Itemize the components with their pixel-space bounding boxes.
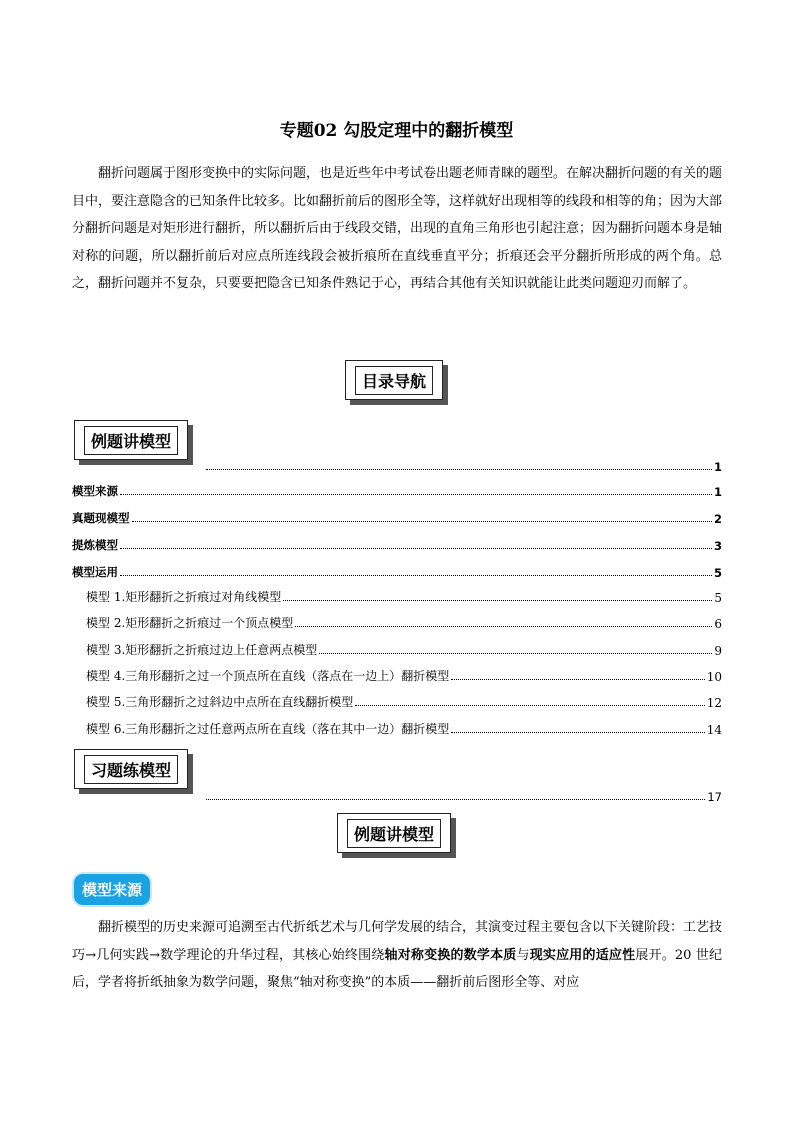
toc-label: 模型 5.三角形翻折之过斜边中点所在直线翻折模型 — [86, 695, 354, 709]
section-box-exercises — [74, 749, 188, 789]
toc-subentry[interactable]: 模型 5.三角形翻折之过斜边中点所在直线翻折模型 12 — [86, 695, 722, 710]
emphasis-text: 轴对称变换的数学本质 — [384, 947, 517, 963]
toc-entry[interactable]: 提炼模型 3 — [72, 538, 722, 553]
section-box-examples-label: 例题讲模型 — [84, 426, 178, 455]
toc-subentry[interactable]: 模型 2.矩形翻折之折痕过一个顶点模型 6 — [86, 616, 722, 631]
toc-entry[interactable]: 模型运用 5 — [72, 565, 722, 580]
nav-title-box — [345, 360, 443, 400]
toc-subentry[interactable]: 模型 3.矩形翻折之折痕过边上任意两点模型 9 — [86, 643, 722, 658]
emphasis-text: 现实应用的适应性 — [529, 947, 636, 963]
section-heading: 例题讲模型 — [347, 819, 441, 848]
toc-subentry[interactable]: 模型 4.三角形翻折之过一个顶点所在直线（落点在一边上）翻折模型 10 — [86, 669, 722, 684]
intro-paragraph: 翻折问题属于图形变换中的实际问题，也是近些年中考试卷出题老师青睐的题型。在解决翻折问题的有关的题目中，要注意隐含的已知条件比较多。比如翻折前后的图形全等，这样就好出现相等的线段和相等的角；因为大部分翻折问题是对矩形进行翻折，所以翻折后由于线段交错，出现的直角三角形也引起注意；因为翻折问题本身是轴对称的问题，所以翻折前后对应点所连线段会被折痕所在直线垂直平分；折痕还会平分翻折所形成的两个角。总之，翻折问题并不复杂，只要要把隐含已知条件熟记于心，再结合其他有关知识就能让此类问题迎刃而解了。 — [72, 166, 723, 291]
toc-entry[interactable]: 真题现模型 2 — [72, 511, 722, 526]
subsection-badge: 模型来源 — [74, 874, 150, 905]
toc-entry[interactable]: 模型来源 1 — [72, 484, 722, 499]
section-box-examples — [74, 420, 188, 460]
toc-leader — [206, 469, 712, 470]
body-paragraph: 翻折模型的历史来源可追溯至古代折纸艺术与几何学发展的结合，其演变过程主要包含以下关键阶段：工艺技巧→几何实践→数学理论的升华过程，其核心始终围绕轴对称变换的数学本质与现实应用的适应性展开。20 世纪后，学者将折纸抽象为数学问题，聚焦“轴对称变换”的本质——翻折前后图形全等、对应 — [72, 920, 723, 990]
toc-label: 模型运用 — [72, 565, 118, 579]
page-title: 专题02 勾股定理中的翻折模型 — [279, 121, 514, 141]
toc-label: 模型 3.矩形翻折之折痕过边上任意两点模型 — [86, 643, 318, 657]
toc-label: 模型 4.三角形翻折之过一个顶点所在直线（落点在一边上）翻折模型 — [86, 669, 450, 683]
toc-label: 模型 2.矩形翻折之折痕过一个顶点模型 — [86, 616, 294, 630]
nav-title: 目录导航 — [355, 366, 433, 395]
toc-subentry[interactable]: 模型 6.三角形翻折之过任意两点所在直线（落在其中一边）翻折模型 14 — [86, 722, 722, 737]
section-box-exercises-label: 习题练模型 — [84, 755, 178, 784]
toc-label: 真题现模型 — [72, 511, 130, 525]
toc-subentry[interactable]: 模型 1.矩形翻折之折痕过对角线模型 5 — [86, 590, 722, 605]
toc-label: 模型 1.矩形翻折之折痕过对角线模型 — [86, 590, 282, 604]
toc-page-number: 1 — [713, 460, 722, 474]
toc-entry[interactable]: 17 — [204, 786, 722, 804]
section-heading-box — [337, 813, 451, 853]
toc-label: 模型来源 — [72, 484, 118, 498]
toc-label: 模型 6.三角形翻折之过任意两点所在直线（落在其中一边）翻折模型 — [86, 722, 450, 736]
toc-label: 提炼模型 — [72, 538, 118, 552]
toc-entry[interactable] — [204, 456, 722, 474]
